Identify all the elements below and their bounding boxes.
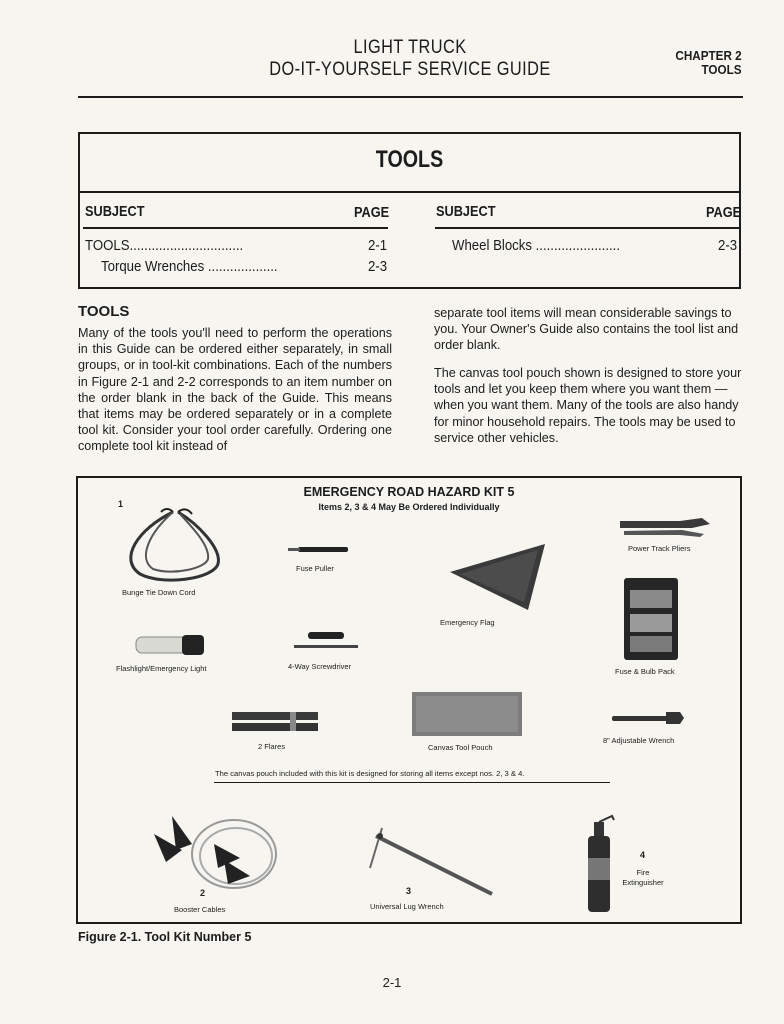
section-heading: TOOLS xyxy=(78,303,130,320)
emergency-flag-label: Emergency Flag xyxy=(440,618,495,627)
fire-extinguisher-icon xyxy=(582,814,616,914)
body-paragraph-pouch: The canvas tool pouch shown is designed to store your tools and let you keep them where you want them — when you want them. Many of the tools are also handy for minor household repairs. The tools may be used to service other vehicles. xyxy=(434,366,742,445)
contents-box xyxy=(78,132,741,289)
right-column-rule xyxy=(435,227,739,229)
flares-label: 2 Flares xyxy=(258,742,286,751)
canvas-pouch-icon xyxy=(412,692,524,738)
adjustable-wrench-label: 8" Adjustable Wrench xyxy=(603,736,675,745)
canvas-pouch-label: Canvas Tool Pouch xyxy=(428,743,493,752)
kit-subtitle: Items 2, 3 & 4 May Be Ordered Individually xyxy=(318,502,500,512)
screwdriver-icon xyxy=(294,630,360,652)
left-column-rule xyxy=(83,227,388,229)
fuse-puller-label: Fuse Puller xyxy=(296,564,334,573)
bungee-cord-icon xyxy=(118,504,228,584)
booster-cables-icon xyxy=(154,814,284,896)
guide-title-line1: LIGHT TRUCK xyxy=(353,37,467,58)
fuse-puller-icon xyxy=(288,544,350,556)
toc-page-tools: 2-1 xyxy=(368,237,388,254)
toc-entry-torque-wrenches xyxy=(101,258,278,275)
toc-leader-dots: ............................... xyxy=(129,237,244,254)
contents-title: TOOLS xyxy=(375,146,444,173)
toc-entry-label: Torque Wrenches xyxy=(101,258,205,275)
page-header-right: PAGE xyxy=(706,204,742,221)
toc-page-torque-wrenches: 2-3 xyxy=(368,258,388,275)
fire-extinguisher-label: Fire Extinguisher xyxy=(622,868,664,887)
bungee-cord-label: Bunge Tie Down Cord xyxy=(122,588,196,597)
header-rule xyxy=(78,96,743,98)
chapter-topic: TOOLS xyxy=(701,62,742,77)
item-number-2: 2 xyxy=(200,888,206,898)
emergency-flag-icon xyxy=(450,544,550,612)
lug-wrench-label: Universal Lug Wrench xyxy=(370,902,444,911)
fuse-bulb-pack-icon xyxy=(624,578,680,662)
toc-entry-label: Wheel Blocks xyxy=(452,237,532,254)
flashlight-label: Flashlight/Emergency Light xyxy=(116,664,207,673)
body-paragraph-right-continued: separate tool items will mean considerable savings to you. Your Owner's Guide also contains the tool list and order blank. xyxy=(434,306,739,353)
body-paragraph-left: Many of the tools you'll need to perform the operations in this Guide can be ordered either separately, in small groups, or in tool-kit combinations. Each of the numbers in Figure 2-1 and 2-2 corresponds to an item number on the order blank in the back of the Guide. This means that items may be ordered separately or in a complete tool kit. Consider your tool order carefully. Ordering one complete tool kit instead of xyxy=(78,326,392,454)
page-number: 2-1 xyxy=(382,975,402,990)
item-number-3: 3 xyxy=(406,886,412,896)
figure-tool-kit xyxy=(76,476,742,924)
item-number-1: 1 xyxy=(118,499,124,509)
contents-title-rule xyxy=(80,191,739,193)
subject-header-right: SUBJECT xyxy=(436,203,496,220)
pliers-label: Power Track Pliers xyxy=(628,544,691,553)
figure-caption: Figure 2-1. Tool Kit Number 5 xyxy=(78,930,252,944)
fuse-bulb-pack-label: Fuse & Bulb Pack xyxy=(615,667,675,676)
toc-entry-tools xyxy=(85,237,243,254)
toc-entry-wheel-blocks xyxy=(452,237,620,254)
screwdriver-label: 4-Way Screwdriver xyxy=(288,662,352,671)
pliers-icon xyxy=(620,516,712,538)
toc-leader-dots: ................... xyxy=(207,258,278,275)
subject-header-left: SUBJECT xyxy=(85,203,145,220)
kit-title: EMERGENCY ROAD HAZARD KIT 5 xyxy=(303,485,515,499)
lug-wrench-icon xyxy=(368,826,498,898)
adjustable-wrench-icon xyxy=(610,710,686,728)
item-number-4: 4 xyxy=(640,850,646,860)
pouch-note-rule xyxy=(214,782,610,783)
pouch-storage-note: The canvas pouch included with this kit is designed for storing all items except nos. 2, 3 & 4. xyxy=(215,769,525,778)
toc-leader-dots: ....................... xyxy=(535,237,620,254)
toc-page-wheel-blocks: 2-3 xyxy=(718,237,738,254)
toc-entry-label: TOOLS xyxy=(85,237,130,254)
booster-cables-label: Booster Cables xyxy=(174,905,226,914)
guide-title-line2: DO-IT-YOURSELF SERVICE GUIDE xyxy=(269,59,551,80)
chapter-label: CHAPTER 2 xyxy=(675,48,742,63)
flashlight-icon xyxy=(136,634,208,656)
page-header-left: PAGE xyxy=(354,204,390,221)
flares-icon xyxy=(232,710,320,734)
